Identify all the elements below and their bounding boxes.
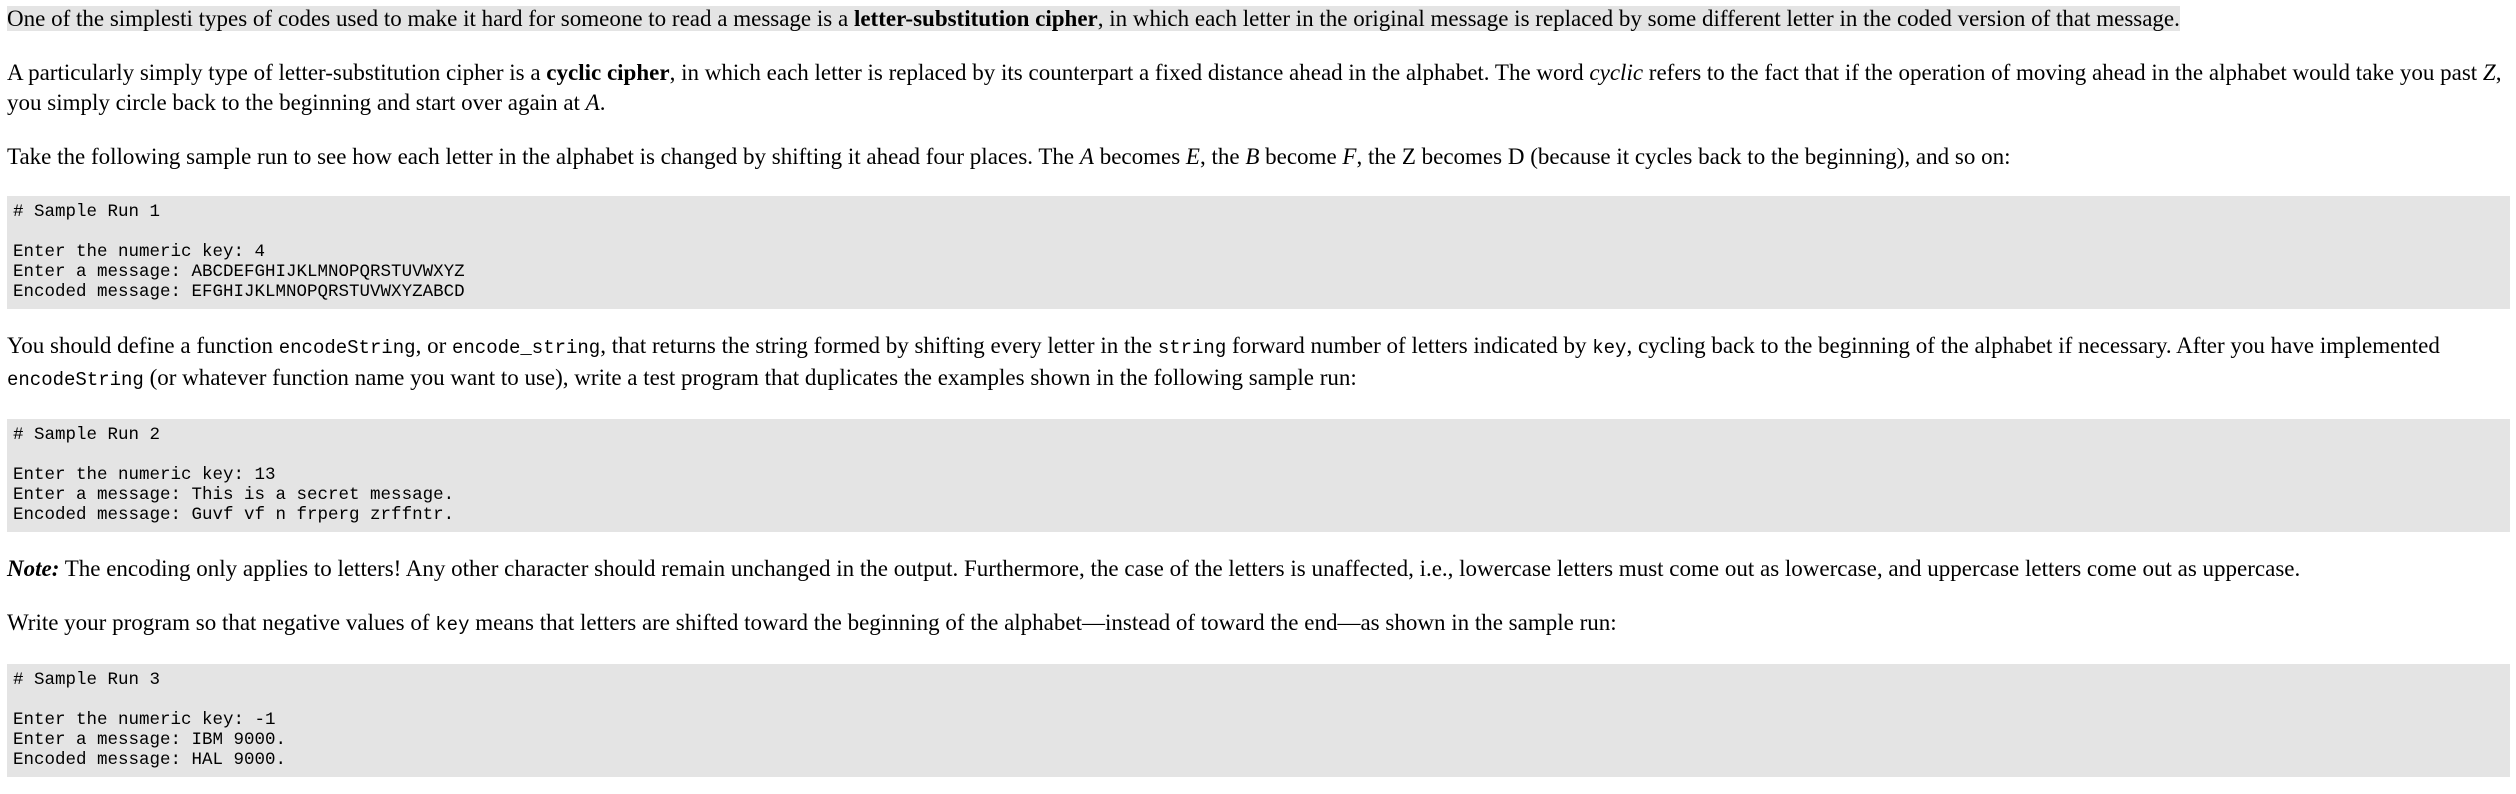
text: Write your program so that negative values of [7,610,436,635]
inline-code: key [1592,337,1627,359]
text: , cycling back to the beginning of the alphabet if necessary. After you have implemented [1626,333,2440,358]
text: becomes [1093,144,1186,169]
text: forward number of letters indicated by [1226,333,1593,358]
code-header: # Sample Run 1 [13,202,161,222]
code-spacer [13,445,2504,465]
term-letter-substitution-cipher: letter-substitution cipher [853,6,1098,31]
sample-run-2-code-block [7,419,2510,532]
term-cyclic: cyclic [1589,60,1644,85]
function-definition-paragraph [7,331,2510,395]
intro-paragraph [7,4,2510,34]
code-spacer [13,222,2504,242]
code-line: Encoded message: HAL 9000. [13,750,287,770]
text: , that returns the string formed by shifting every letter in the [600,333,1158,358]
sample-run-1-code-block [7,196,2510,309]
inline-code: encodeString [7,369,144,391]
negative-key-paragraph [7,608,2510,640]
text: You should define a function [7,333,279,358]
code-line: Enter a message: ABCDEFGHIJKLMNOPQRSTUVWXYZ [13,262,465,282]
text: (or whatever function name you want to use), write a test program that duplicates the examples shown in the following sample run: [143,365,1357,390]
letter-f: F [1342,144,1357,169]
intro-text-end: , in which each letter in the original message is replaced by some different letter in the coded version of that message. [1097,6,2180,31]
text: , the Z becomes D (because it cycles back to the beginning), and so on: [1356,144,2011,169]
code-line: Encoded message: Guvf vf n frperg zrffntr. [13,505,455,525]
note-paragraph [7,554,2510,584]
text: A particularly simply type of letter-substitution cipher is a [7,60,547,85]
text: refers to the fact that if the operation of moving ahead in the alphabet would take you past [1643,60,2483,85]
sample-run-intro-paragraph [7,142,2510,172]
letter-e: E [1185,144,1200,169]
letter-a: A [1079,144,1094,169]
text: , the [1199,144,1246,169]
term-cyclic-cipher: cyclic cipher [546,60,670,85]
text: , you simply circle back to the beginning and start over again at [7,60,2502,115]
letter-b: B [1245,144,1260,169]
text: become [1259,144,1343,169]
code-line: Enter the numeric key: -1 [13,710,276,730]
intro-highlight [7,6,2180,31]
note-label: Note: [7,556,60,581]
letter-z: Z [2482,60,2496,85]
code-header: # Sample Run 3 [13,670,161,690]
code-line: Encoded message: EFGHIJKLMNOPQRSTUVWXYZABCD [13,282,465,302]
inline-code: key [435,614,470,636]
text: The encoding only applies to letters! Any other character should remain unchanged in the output. Furthermore, the case of the letters is unaffected, i.e., lowercase letters must come out as lowercase, and uppercase letters come out as uppercase. [59,556,2301,581]
code-header: # Sample Run 2 [13,425,161,445]
sample-run-3-code-block [7,664,2510,777]
text: Take the following sample run to see how each letter in the alphabet is changed by shifting it ahead four places. The [7,144,1080,169]
inline-code: encode_string [451,337,601,359]
text: means that letters are shifted toward the beginning of the alphabet—instead of toward the end—as shown in the sample run: [469,610,1617,635]
code-spacer [13,690,2504,710]
cyclic-cipher-paragraph [7,58,2510,118]
inline-code: encodeString [278,337,416,359]
inline-code: string [1157,337,1227,359]
text: , in which each letter is replaced by its counterpart a fixed distance ahead in the alphabet. The word [669,60,1590,85]
intro-text: One of the simplesti types of codes used to make it hard for someone to read a message is a [7,6,854,31]
code-line: Enter the numeric key: 13 [13,465,276,485]
text: . [599,90,606,115]
code-line: Enter the numeric key: 4 [13,242,266,262]
letter-a: A [585,90,600,115]
code-line: Enter a message: IBM 9000. [13,730,287,750]
text: , or [415,333,452,358]
code-line: Enter a message: This is a secret message. [13,485,455,505]
